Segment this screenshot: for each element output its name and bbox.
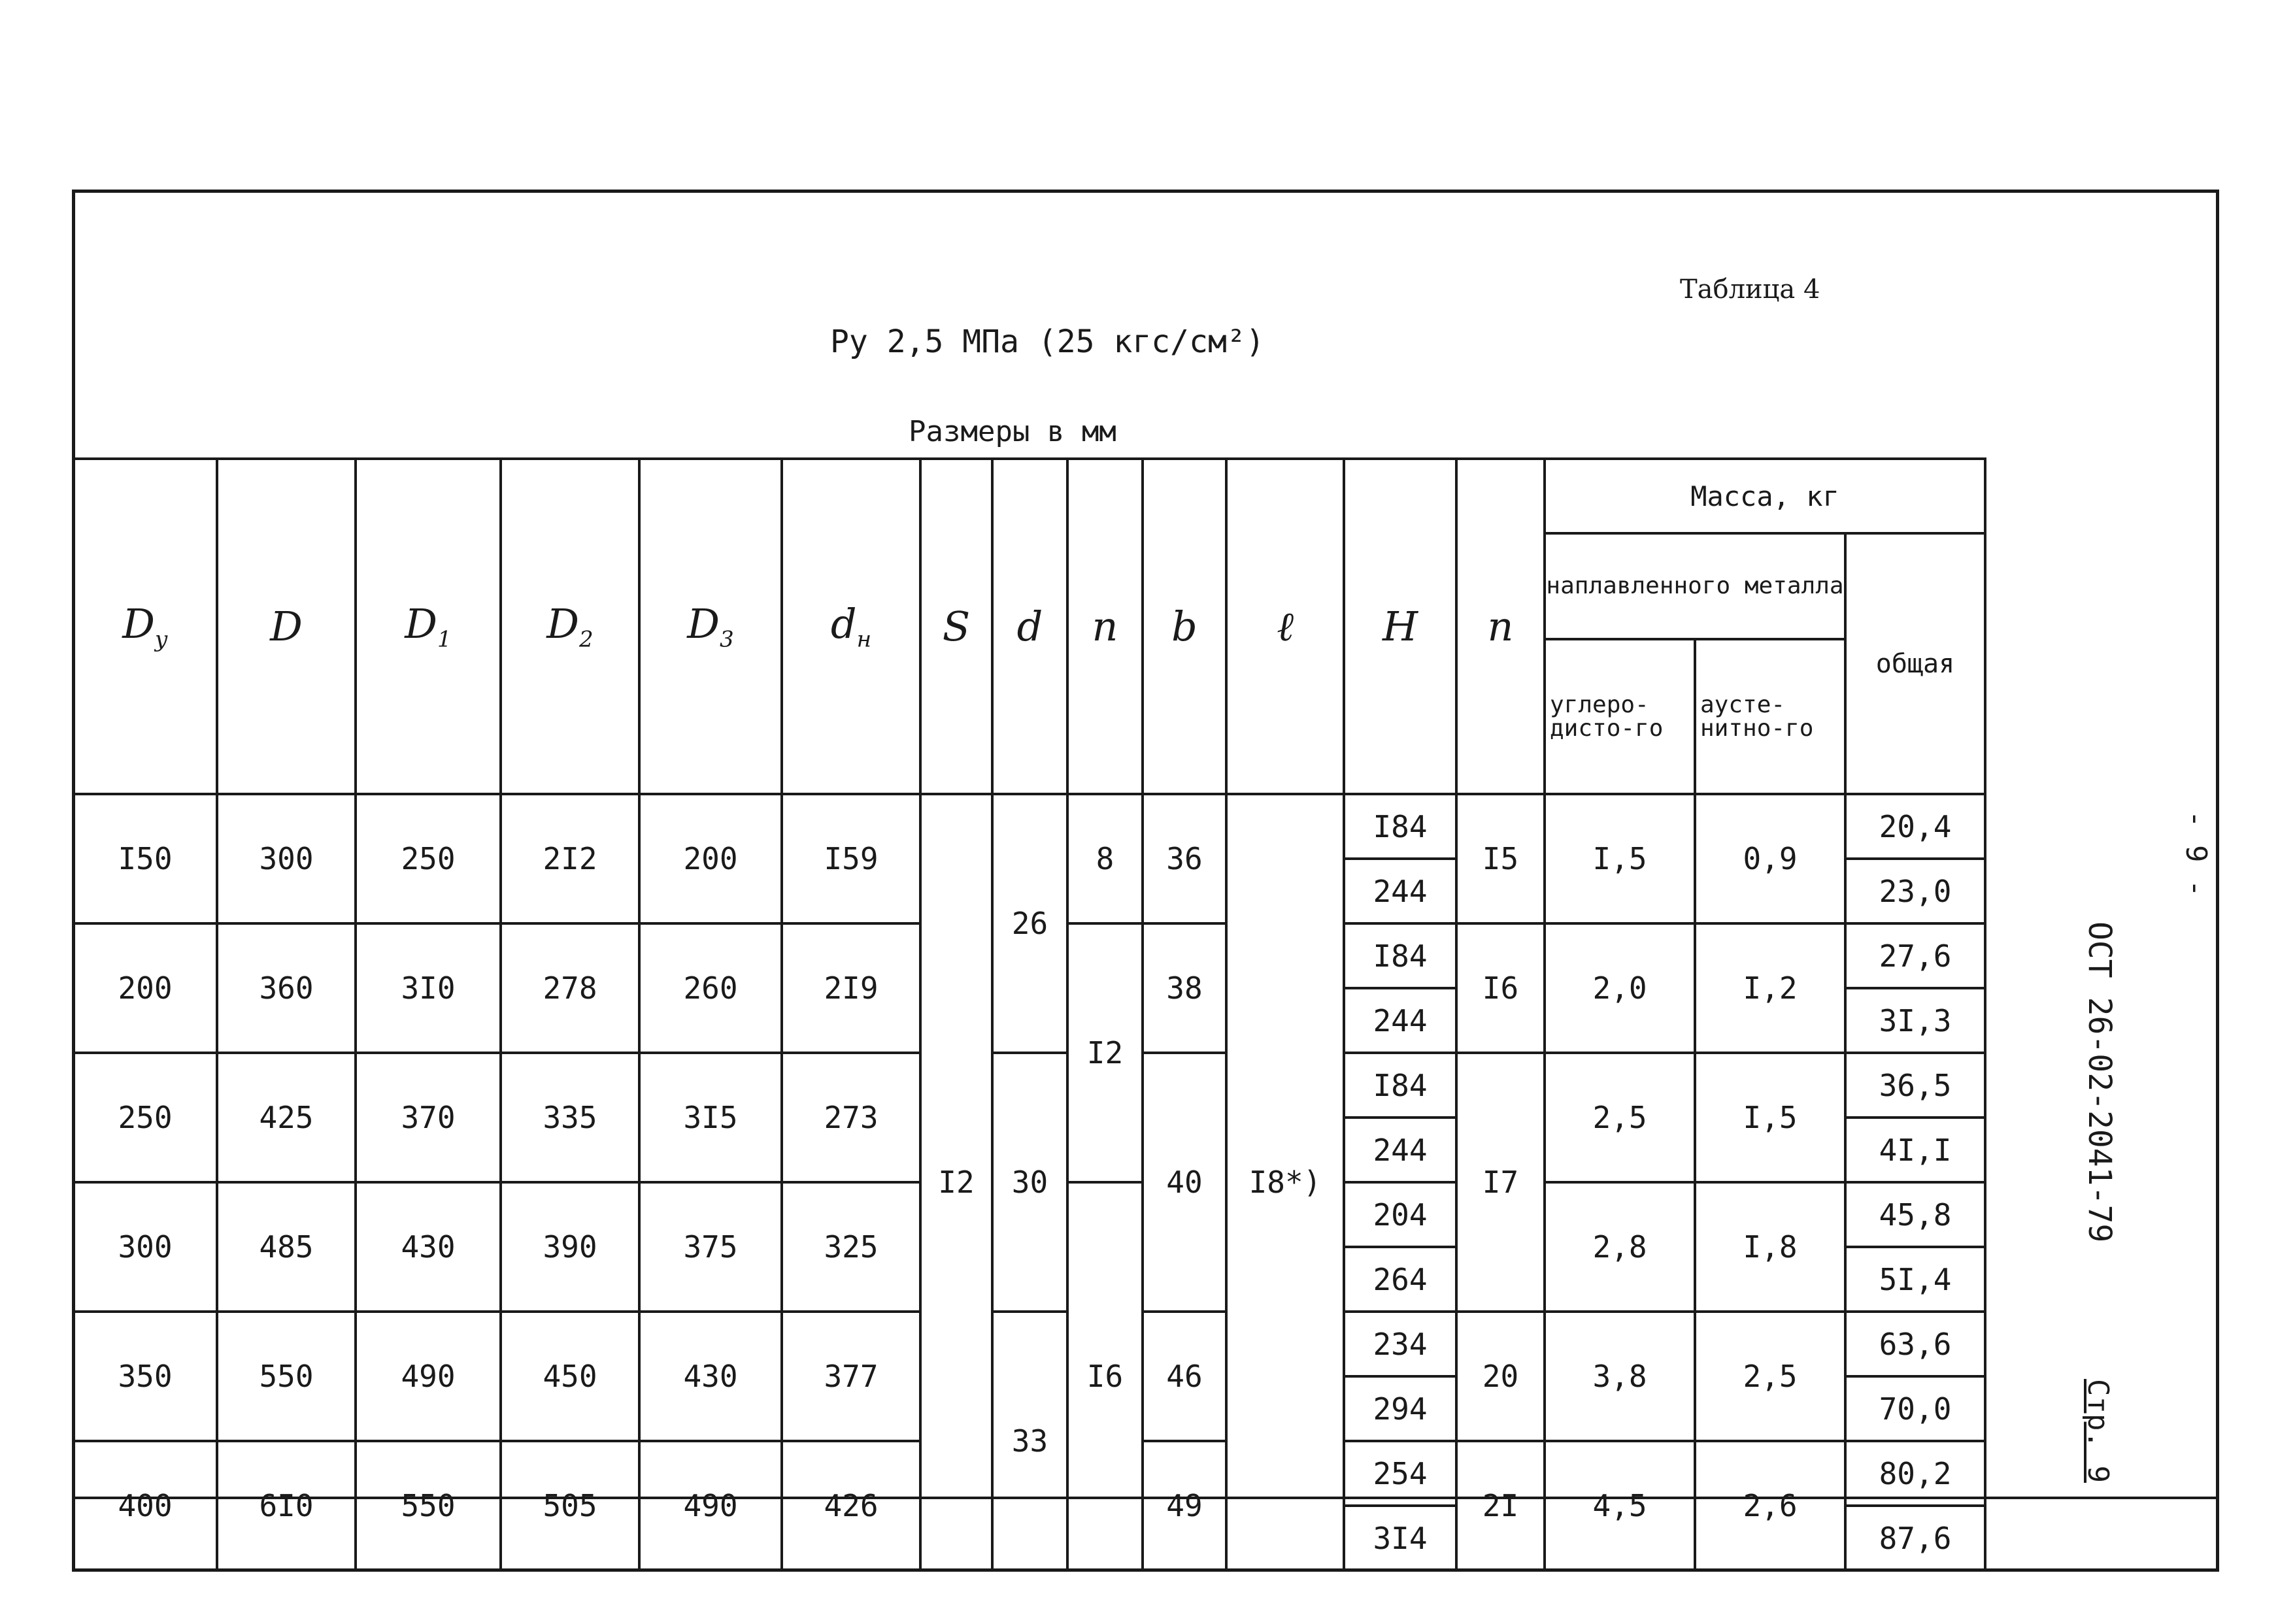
- cell-dn: 325: [782, 1182, 920, 1312]
- col-s: S: [920, 459, 992, 794]
- cell-austenitic: 2,5: [1695, 1312, 1845, 1441]
- cell-h: 254: [1344, 1441, 1456, 1506]
- cell-d2: 505: [501, 1441, 639, 1570]
- cell-dy: 400: [73, 1441, 217, 1570]
- col-d1: $D_1$: [356, 459, 501, 794]
- col-austenitic: аусте-нитно-го: [1695, 639, 1845, 794]
- cell-carbon: 2,5: [1545, 1053, 1695, 1182]
- col-dn: $d_н$: [782, 459, 920, 794]
- cell-b: 40: [1143, 1053, 1226, 1312]
- cell-h: 204: [1344, 1182, 1456, 1247]
- units-note: Размеры в мм: [909, 415, 1116, 448]
- cell-dn: 426: [782, 1441, 920, 1570]
- cell-b: 36: [1143, 794, 1226, 923]
- cell-h: 244: [1344, 988, 1456, 1053]
- cell-austenitic: 0,9: [1695, 794, 1845, 923]
- cell-h: 264: [1344, 1247, 1456, 1312]
- cell-d: 300: [217, 794, 356, 923]
- cell-s: I2: [920, 794, 992, 1570]
- col-d3: $D_3$: [639, 459, 782, 794]
- cell-dn: I59: [782, 794, 920, 923]
- cell-h: 244: [1344, 1118, 1456, 1182]
- col-b: b: [1143, 459, 1226, 794]
- cell-h: I84: [1344, 794, 1456, 859]
- cell-d2: 278: [501, 923, 639, 1053]
- col-d-small: d: [992, 459, 1067, 794]
- cell-b: 49: [1143, 1441, 1226, 1570]
- cell-d3: 490: [639, 1441, 782, 1570]
- cell-d2: 335: [501, 1053, 639, 1182]
- cell-h: 294: [1344, 1376, 1456, 1441]
- table-row: [73, 1053, 1985, 1118]
- cell-d: 360: [217, 923, 356, 1053]
- cell-dy: 200: [73, 923, 217, 1053]
- cell-dy: 350: [73, 1312, 217, 1441]
- cell-h: I84: [1344, 923, 1456, 988]
- cell-austenitic: 2,6: [1695, 1441, 1845, 1570]
- cell-d3: 260: [639, 923, 782, 1053]
- cell-d: 550: [217, 1312, 356, 1441]
- cell-d1: 250: [356, 794, 501, 923]
- table-row: [73, 1312, 1985, 1376]
- cell-d: 485: [217, 1182, 356, 1312]
- cell-d1: 3I0: [356, 923, 501, 1053]
- col-dy: $D_у$: [73, 459, 217, 794]
- cell-total: 20,4: [1845, 794, 1985, 859]
- col-h: H: [1344, 459, 1456, 794]
- cell-l: I8*): [1226, 794, 1344, 1570]
- page-mark: - 9 -: [2179, 810, 2213, 897]
- col-n: n: [1067, 459, 1143, 794]
- cell-total: 36,5: [1845, 1053, 1985, 1118]
- cell-d-small: 33: [992, 1312, 1067, 1570]
- col-n2: n: [1456, 459, 1545, 794]
- cell-carbon: 4,5: [1545, 1441, 1695, 1570]
- cell-dy: 250: [73, 1053, 217, 1182]
- table-title: Таблица 4: [1680, 274, 1820, 305]
- cell-b: 38: [1143, 923, 1226, 1053]
- cell-total: 63,6: [1845, 1312, 1985, 1376]
- cell-h: 244: [1344, 859, 1456, 923]
- cell-austenitic: I,2: [1695, 923, 1845, 1053]
- cell-dn: 2I9: [782, 923, 920, 1053]
- cell-d: 6I0: [217, 1441, 356, 1570]
- cell-dn: 377: [782, 1312, 920, 1441]
- cell-n: 8: [1067, 794, 1143, 923]
- cell-d-small: 26: [992, 794, 1067, 1053]
- cell-carbon: 3,8: [1545, 1312, 1695, 1441]
- col-carbon: углеро-дисто-го: [1545, 639, 1695, 794]
- cell-d3: 375: [639, 1182, 782, 1312]
- cell-n: I6: [1067, 1182, 1143, 1570]
- cell-d2: 450: [501, 1312, 639, 1441]
- cell-h: 234: [1344, 1312, 1456, 1376]
- cell-total: 23,0: [1845, 859, 1985, 923]
- cell-n2: I6: [1456, 923, 1545, 1053]
- cell-total: 27,6: [1845, 923, 1985, 988]
- cell-dn: 273: [782, 1053, 920, 1182]
- cell-d: 425: [217, 1053, 356, 1182]
- cell-total: 87,6: [1845, 1506, 1985, 1570]
- cell-total: 80,2: [1845, 1441, 1985, 1506]
- cell-d1: 550: [356, 1441, 501, 1570]
- cell-h: 3I4: [1344, 1506, 1456, 1570]
- cell-d2: 2I2: [501, 794, 639, 923]
- cell-d1: 370: [356, 1053, 501, 1182]
- cell-total: 3I,3: [1845, 988, 1985, 1053]
- cell-d3: 200: [639, 794, 782, 923]
- cell-n: I2: [1067, 923, 1143, 1182]
- standard-code: ОСТ 26-02-2041-79: [2081, 921, 2118, 1243]
- cell-d3: 430: [639, 1312, 782, 1441]
- cell-dy: 300: [73, 1182, 217, 1312]
- cell-carbon: I,5: [1545, 794, 1695, 923]
- page-label: Стр. 9: [2081, 1379, 2115, 1483]
- col-d: D: [217, 459, 356, 794]
- col-l: ℓ: [1226, 459, 1344, 794]
- cell-total: 70,0: [1845, 1376, 1985, 1441]
- cell-carbon: 2,8: [1545, 1182, 1695, 1312]
- cell-d1: 490: [356, 1312, 501, 1441]
- flange-dimensions-table: [72, 457, 1986, 1572]
- cell-n2: 20: [1456, 1312, 1545, 1441]
- table-row: [73, 794, 1985, 859]
- col-d2: $D_2$: [501, 459, 639, 794]
- cell-total: 5I,4: [1845, 1247, 1985, 1312]
- cell-d-small: 30: [992, 1053, 1067, 1312]
- cell-n2: I7: [1456, 1053, 1545, 1312]
- cell-total: 4I,I: [1845, 1118, 1985, 1182]
- cell-b: 46: [1143, 1312, 1226, 1441]
- cell-austenitic: I,8: [1695, 1182, 1845, 1312]
- cell-d1: 430: [356, 1182, 501, 1312]
- cell-n2: I5: [1456, 794, 1545, 923]
- cell-austenitic: I,5: [1695, 1053, 1845, 1182]
- cell-d2: 390: [501, 1182, 639, 1312]
- cell-d3: 3I5: [639, 1053, 782, 1182]
- pressure-heading: Py 2,5 МПа (25 кгс/см²): [830, 323, 1265, 360]
- cell-n2: 2I: [1456, 1441, 1545, 1570]
- col-weld-metal: наплавленного металла: [1545, 533, 1845, 639]
- cell-h: I84: [1344, 1053, 1456, 1118]
- cell-carbon: 2,0: [1545, 923, 1695, 1053]
- col-mass: Масса, кг: [1545, 459, 1985, 533]
- cell-dy: I50: [73, 794, 217, 923]
- cell-total: 45,8: [1845, 1182, 1985, 1247]
- col-total: общая: [1845, 533, 1985, 794]
